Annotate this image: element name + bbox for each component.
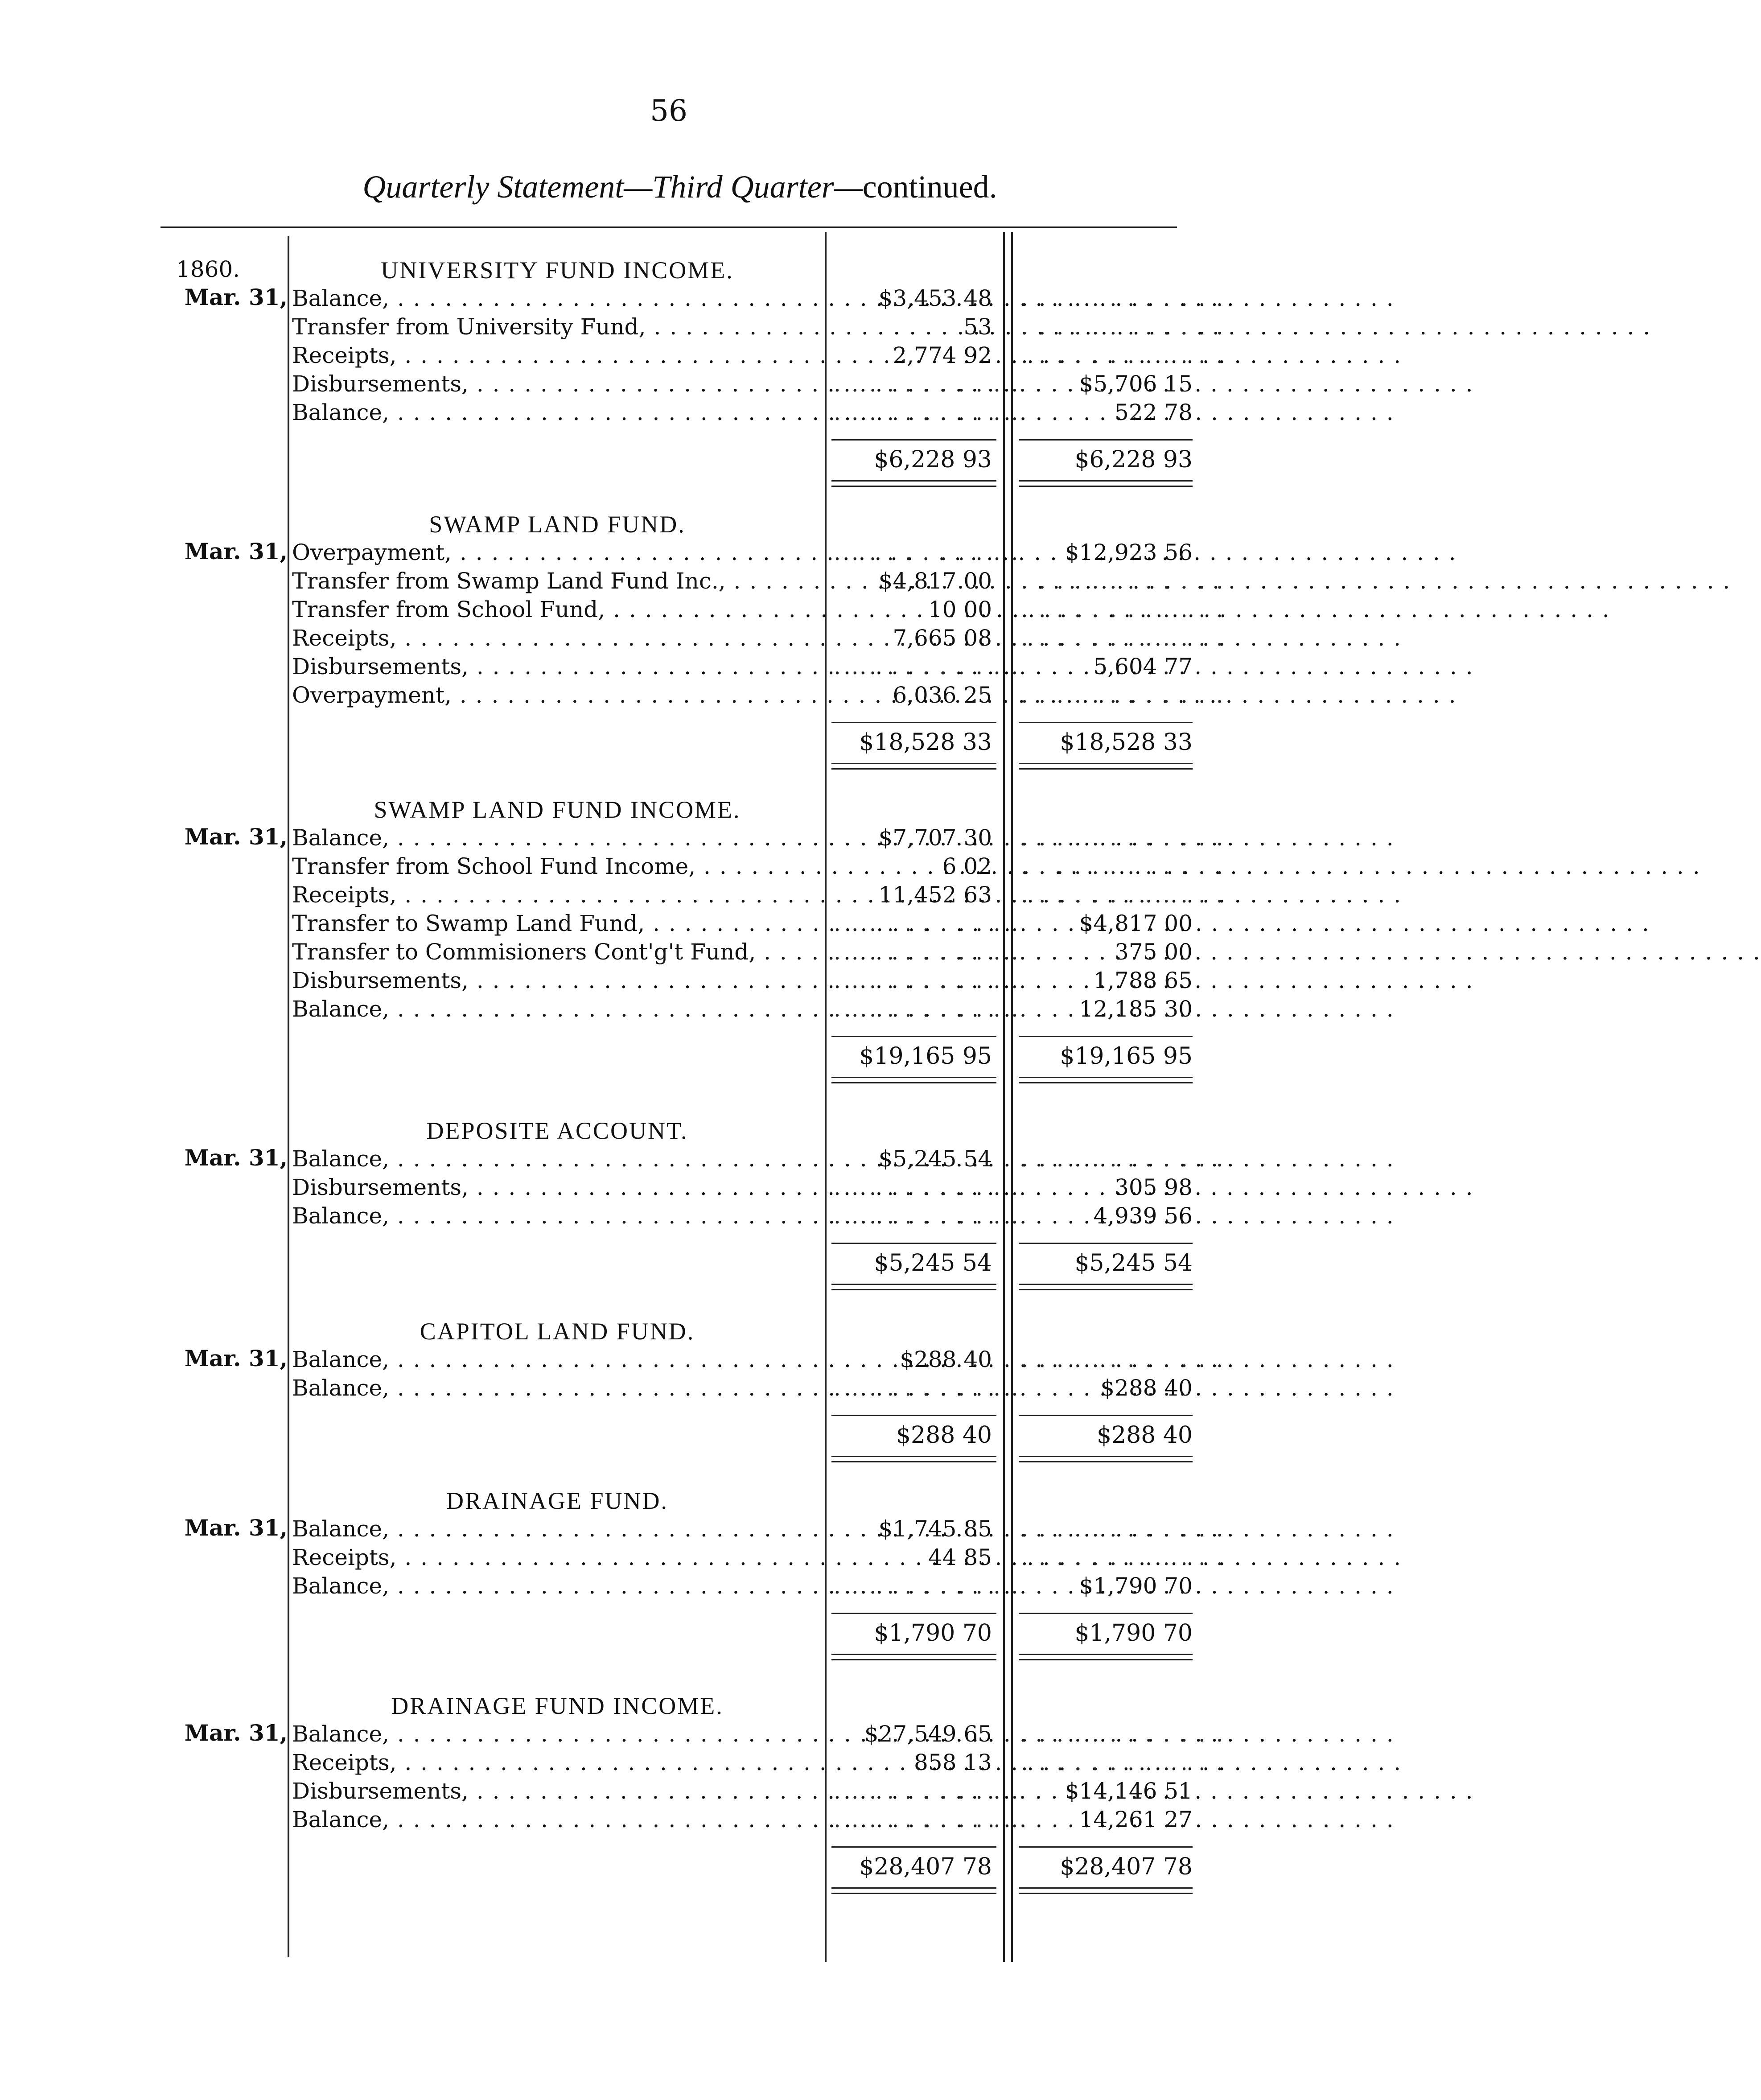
- debit-leader-dots: . . . . . . . . . . .: [834, 1807, 1020, 1832]
- ledger-row: [0, 938, 1341, 966]
- debit-leader-dots: . . . . . . . . . . .: [834, 1778, 1020, 1804]
- row-label: Transfer from School Fund, . . .: [292, 595, 822, 624]
- double-rule-credit-2: [1019, 486, 1193, 487]
- debit-amount: $27,549 65: [864, 1721, 992, 1747]
- double-rule-credit-1: [1019, 1077, 1193, 1078]
- column-rule-debit-right: [1003, 232, 1005, 1962]
- total-credit: $288 40: [1096, 1422, 1193, 1449]
- subtotal-rule-debit: [831, 1846, 996, 1848]
- ledger-row: [0, 1173, 1341, 1202]
- row-label: Balance, . . .: [292, 1720, 822, 1748]
- subtotal-rule-credit: [1019, 1415, 1193, 1416]
- section-heading: UNIVERSITY FUND INCOME.: [381, 257, 734, 284]
- subtotal-rule-credit: [1019, 722, 1193, 723]
- section-date: Mar. 31,: [184, 824, 288, 850]
- subtotal-rule-credit: [1019, 1036, 1193, 1037]
- ledger-row: [0, 313, 1341, 341]
- section-date: Mar. 31,: [184, 1345, 288, 1371]
- ledger-row: [0, 681, 1341, 709]
- double-rule-debit-2: [831, 1289, 996, 1290]
- credit-leader-dots: . . . . . . . . . . . .: [1021, 682, 1225, 708]
- debit-amount: 11,452 63: [878, 882, 992, 908]
- row-label: Disbursements, . . .: [292, 1173, 822, 1202]
- ledger-row: [0, 567, 1341, 595]
- debit-leader-dots: . . . . . . . . . . .: [834, 1375, 1020, 1401]
- section-heading: SWAMP LAND FUND.: [429, 511, 686, 538]
- row-label: Balance, . . .: [292, 1515, 822, 1543]
- debit-amount: 53: [963, 314, 992, 340]
- ledger-row: [0, 1572, 1341, 1600]
- total-credit: $1,790 70: [1074, 1620, 1193, 1647]
- section-heading: DRAINAGE FUND INCOME.: [391, 1692, 724, 1719]
- credit-leader-dots: . . . . . . . . . . . .: [1021, 853, 1225, 879]
- subtotal-rule-credit: [1019, 1613, 1193, 1614]
- double-rule-credit-1: [1019, 763, 1193, 764]
- row-label: Transfer from Swamp Land Fund Inc., . . .: [292, 567, 822, 595]
- double-rule-debit-1: [831, 480, 996, 482]
- row-label: Balance, . . .: [292, 995, 822, 1023]
- ledger-row: [0, 595, 1341, 624]
- debit-amount: 10 00: [928, 597, 992, 622]
- credit-leader-dots: . . . . . . . . . . . .: [1021, 1146, 1225, 1172]
- debit-amount: $5,245 54: [878, 1146, 992, 1172]
- double-rule-credit-1: [1019, 1284, 1193, 1285]
- ledger-row: [0, 1145, 1341, 1173]
- total-debit: $5,245 54: [874, 1250, 992, 1276]
- subtotal-rule-credit: [1019, 439, 1193, 441]
- debit-leader-dots: . . . . . . . . . . .: [834, 939, 1020, 965]
- debit-amount: $4,817 00: [878, 568, 992, 594]
- double-rule-credit-2: [1019, 1893, 1193, 1894]
- double-rule-credit-2: [1019, 768, 1193, 770]
- ledger-row: [0, 909, 1341, 938]
- debit-amount: 858 13: [914, 1750, 992, 1775]
- debit-leader-dots: . . . . . . . . . . .: [834, 654, 1020, 679]
- double-rule-credit-1: [1019, 1456, 1193, 1457]
- credit-leader-dots: . . . . . . . . . . . .: [1021, 314, 1225, 340]
- debit-leader-dots: . . . . . . . . . . .: [834, 968, 1020, 993]
- credit-amount: 522 78: [1115, 399, 1193, 425]
- double-rule-debit-2: [831, 1893, 996, 1894]
- double-rule-debit-2: [831, 768, 996, 770]
- credit-leader-dots: . . . . . . . . . . . .: [1021, 597, 1225, 622]
- section-date: Mar. 31,: [184, 1515, 288, 1541]
- row-label: Balance, . . .: [292, 1145, 822, 1173]
- total-credit: $5,245 54: [1074, 1250, 1193, 1276]
- ledger-row: [0, 1805, 1341, 1834]
- row-label: Receipts, . . .: [292, 1543, 822, 1572]
- row-label: Balance, . . .: [292, 824, 822, 852]
- ledger-row: [0, 652, 1341, 681]
- column-rule-debit-left: [825, 232, 827, 1962]
- row-label: Transfer from University Fund, . . .: [292, 313, 822, 341]
- header-rule: [160, 226, 1177, 228]
- double-rule-debit-2: [831, 1659, 996, 1660]
- section-heading: SWAMP LAND FUND INCOME.: [374, 796, 741, 823]
- credit-amount: $1,790 70: [1079, 1573, 1193, 1599]
- double-rule-debit-1: [831, 763, 996, 764]
- row-label: Disbursements, . . .: [292, 966, 822, 995]
- debit-leader-dots: . . . . . . . . . . .: [834, 1174, 1020, 1200]
- subtotal-rule-debit: [831, 1243, 996, 1244]
- ledger-row: [0, 995, 1341, 1023]
- credit-leader-dots: . . . . . . . . . . . .: [1021, 1516, 1225, 1542]
- credit-leader-dots: . . . . . . . . . . . .: [1021, 1544, 1225, 1570]
- total-debit: $288 40: [896, 1422, 992, 1449]
- row-label: Receipts, . . .: [292, 881, 822, 909]
- credit-amount: $5,706 15: [1079, 371, 1193, 397]
- total-credit: $18,528 33: [1060, 729, 1193, 756]
- subtotal-rule-debit: [831, 722, 996, 723]
- debit-amount: $288 40: [900, 1346, 992, 1372]
- debit-leader-dots: . . . . . . . . . . .: [834, 1203, 1020, 1229]
- section-date: Mar. 31,: [184, 1145, 288, 1171]
- subtotal-rule-credit: [1019, 1846, 1193, 1848]
- row-label: Overpayment, . . .: [292, 538, 822, 567]
- subtotal-rule-debit: [831, 439, 996, 441]
- credit-leader-dots: . . . . . . . . . . . .: [1021, 285, 1225, 311]
- double-rule-debit-1: [831, 1654, 996, 1655]
- credit-amount: $14,146 51: [1065, 1778, 1193, 1804]
- ledger-row: [0, 1345, 1341, 1374]
- ledger-row: [0, 370, 1341, 398]
- credit-amount: 375 00: [1115, 939, 1193, 965]
- row-label: Overpayment, . . .: [292, 681, 822, 709]
- credit-amount: 305 98: [1115, 1174, 1193, 1200]
- row-label: Balance, . . .: [292, 1345, 822, 1374]
- page-number: 56: [650, 94, 687, 128]
- debit-amount: $3,453 48: [878, 285, 992, 311]
- section-heading: DEPOSITE ACCOUNT.: [426, 1117, 688, 1144]
- total-debit: $28,407 78: [859, 1853, 992, 1880]
- ledger-row: [0, 852, 1341, 881]
- row-label: Balance, . . .: [292, 398, 822, 427]
- double-rule-credit-1: [1019, 1654, 1193, 1655]
- credit-amount: $12,923 56: [1065, 539, 1193, 565]
- ledger-row: [0, 1374, 1341, 1402]
- double-rule-debit-2: [831, 486, 996, 487]
- credit-leader-dots: . . . . . . . . . . . .: [1021, 342, 1225, 368]
- row-label: Balance, . . .: [292, 1374, 822, 1402]
- total-credit: $6,228 93: [1074, 446, 1193, 473]
- double-rule-credit-1: [1019, 480, 1193, 482]
- double-rule-debit-1: [831, 1887, 996, 1889]
- column-rule-label: [288, 236, 289, 1957]
- section-date: Mar. 31,: [184, 538, 288, 564]
- total-credit: $19,165 95: [1060, 1043, 1193, 1070]
- row-label: Receipts, . . .: [292, 624, 822, 652]
- row-label: Balance, . . .: [292, 1572, 822, 1600]
- total-credit: $28,407 78: [1060, 1853, 1193, 1880]
- row-label: Receipts, . . .: [292, 341, 822, 370]
- ledger-row: [0, 1515, 1341, 1543]
- credit-leader-dots: . . . . . . . . . . . .: [1021, 1346, 1225, 1372]
- credit-amount: $4,817 00: [1079, 910, 1193, 936]
- page-title-plain: continued.: [862, 169, 997, 205]
- debit-amount: 6 02: [942, 853, 992, 879]
- row-label: Balance, . . .: [292, 284, 822, 313]
- ledger-row: [0, 1543, 1341, 1572]
- ledger-row: [0, 1720, 1341, 1748]
- ledger-row: [0, 1777, 1341, 1805]
- credit-leader-dots: . . . . . . . . . . . .: [1021, 1750, 1225, 1775]
- double-rule-credit-2: [1019, 1082, 1193, 1083]
- ledger-row: [0, 398, 1341, 427]
- credit-amount: 1,788 65: [1093, 968, 1193, 993]
- page-title-italic: Quarterly Statement—Third Quarter—: [362, 169, 863, 205]
- section-heading: DRAINAGE FUND.: [446, 1487, 668, 1514]
- debit-amount: 7,665 08: [893, 625, 992, 651]
- total-debit: $6,228 93: [874, 446, 992, 473]
- debit-amount: 6,036 25: [893, 682, 992, 708]
- ledger-row: [0, 624, 1341, 652]
- section-date: Mar. 31,: [184, 284, 288, 310]
- ledger-row: [0, 1748, 1341, 1777]
- column-rule-credit-left: [1011, 232, 1013, 1962]
- debit-leader-dots: . . . . . . . . . . .: [834, 1573, 1020, 1599]
- double-rule-debit-2: [831, 1082, 996, 1083]
- section-date: Mar. 31,: [184, 1720, 288, 1746]
- row-label: Transfer from School Fund Income, . . .: [292, 852, 822, 881]
- subtotal-rule-credit: [1019, 1243, 1193, 1244]
- subtotal-rule-debit: [831, 1415, 996, 1416]
- double-rule-debit-1: [831, 1077, 996, 1078]
- total-debit: $1,790 70: [874, 1620, 992, 1647]
- credit-leader-dots: . . . . . . . . . . . .: [1021, 825, 1225, 851]
- credit-amount: 5,604 77: [1093, 654, 1193, 679]
- credit-leader-dots: . . . . . . . . . . . .: [1021, 568, 1225, 594]
- ledger-row: [0, 341, 1341, 370]
- row-label: Transfer to Swamp Land Fund, . . .: [292, 909, 822, 938]
- credit-amount: 12,185 30: [1079, 996, 1193, 1022]
- debit-leader-dots: . . . . . . . . . . .: [834, 371, 1020, 397]
- ledger-row: [0, 538, 1341, 567]
- subtotal-rule-debit: [831, 1613, 996, 1614]
- section-heading: CAPITOL LAND FUND.: [420, 1318, 695, 1345]
- row-label: Disbursements, . . .: [292, 652, 822, 681]
- double-rule-credit-2: [1019, 1461, 1193, 1462]
- double-rule-credit-1: [1019, 1887, 1193, 1889]
- ledger-row: [0, 881, 1341, 909]
- debit-leader-dots: . . . . . . . . . . .: [834, 399, 1020, 425]
- row-label: Balance, . . .: [292, 1805, 822, 1834]
- debit-leader-dots: . . . . . . . . . . .: [834, 910, 1020, 936]
- credit-amount: 4,939 56: [1093, 1203, 1193, 1229]
- ledger-row: [0, 824, 1341, 852]
- row-label: Disbursements, . . .: [292, 370, 822, 398]
- row-label: Receipts, . . .: [292, 1748, 822, 1777]
- total-debit: $19,165 95: [859, 1043, 992, 1070]
- double-rule-credit-2: [1019, 1659, 1193, 1660]
- credit-amount: $288 40: [1100, 1375, 1193, 1401]
- row-label: Disbursements, . . .: [292, 1777, 822, 1805]
- total-debit: $18,528 33: [859, 729, 992, 756]
- ledger-row: [0, 284, 1341, 313]
- row-label: Balance, . . .: [292, 1202, 822, 1230]
- double-rule-credit-2: [1019, 1289, 1193, 1290]
- page-title: [223, 169, 1137, 206]
- subtotal-rule-debit: [831, 1036, 996, 1037]
- credit-leader-dots: . . . . . . . . . . . .: [1021, 1721, 1225, 1747]
- double-rule-debit-1: [831, 1456, 996, 1457]
- debit-amount: 2,774 92: [893, 342, 992, 368]
- credit-leader-dots: . . . . . . . . . . . .: [1021, 882, 1225, 908]
- ledger-row: [0, 966, 1341, 995]
- debit-amount: $1,745 85: [878, 1516, 992, 1542]
- double-rule-debit-2: [831, 1461, 996, 1462]
- row-label: Transfer to Commisioners Cont'g't Fund, . . .: [292, 938, 822, 966]
- credit-leader-dots: . . . . . . . . . . . .: [1021, 625, 1225, 651]
- debit-leader-dots: . . . . . . . . . . .: [834, 996, 1020, 1022]
- debit-amount: 44 85: [928, 1544, 992, 1570]
- debit-amount: $7,707 30: [878, 825, 992, 851]
- debit-leader-dots: . . . . . . . . . . .: [834, 539, 1020, 565]
- ledger-row: [0, 1202, 1341, 1230]
- section-year: 1860.: [176, 256, 240, 282]
- double-rule-debit-1: [831, 1284, 996, 1285]
- credit-amount: 14,261 27: [1079, 1807, 1193, 1832]
